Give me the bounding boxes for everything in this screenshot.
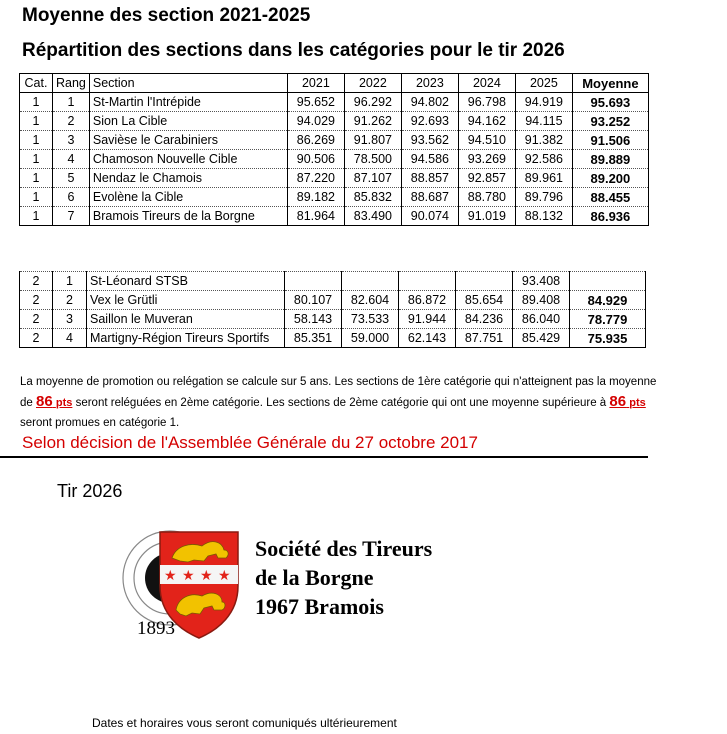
- page-subtitle: Répartition des sections dans les catégories pour le tir 2026: [22, 40, 565, 61]
- cell-2023: 86.872: [399, 291, 456, 310]
- note-text-1: La moyenne de promotion ou relégation se calcule sur 5 ans. Les sections de 1ère catégorie qui n'atteignent pas la moyenne de: [20, 376, 657, 409]
- cell-2023: 62.143: [399, 329, 456, 348]
- cell-2024: 91.019: [458, 207, 515, 226]
- cell-2022: 87.107: [344, 169, 401, 188]
- cell-cat: 1: [20, 150, 53, 169]
- cell-cat: 2: [20, 272, 53, 291]
- cell-moyenne: [570, 272, 646, 291]
- cell-rang: 1: [53, 272, 87, 291]
- cell-section: Bramois Tireurs de la Borgne: [89, 207, 287, 226]
- cell-cat: 2: [20, 310, 53, 329]
- table-row: [20, 131, 649, 150]
- cell-2022: 85.832: [344, 188, 401, 207]
- club-name-line-2: de la Borgne: [255, 565, 374, 590]
- cell-2022: 96.292: [344, 93, 401, 112]
- category-1-table: [19, 73, 649, 226]
- cell-2024: 96.798: [458, 93, 515, 112]
- cell-cat: 1: [20, 169, 53, 188]
- club-name: [255, 534, 432, 621]
- cell-2022: [342, 272, 399, 291]
- cell-2023: 88.857: [401, 169, 458, 188]
- cell-rang: 4: [53, 329, 87, 348]
- cell-section: St-Léonard STSB: [87, 272, 285, 291]
- cell-2021: 58.143: [285, 310, 342, 329]
- cell-2025: 94.115: [515, 112, 572, 131]
- cell-2021: 81.964: [287, 207, 344, 226]
- cell-2023: 88.687: [401, 188, 458, 207]
- cell-2025: 91.382: [515, 131, 572, 150]
- cell-rang: 2: [53, 112, 90, 131]
- cell-rang: 7: [53, 207, 90, 226]
- cell-2025: 93.408: [513, 272, 570, 291]
- cell-2021: 94.029: [287, 112, 344, 131]
- star-icon: ★: [200, 568, 213, 584]
- cell-section: Chamoson Nouvelle Cible: [89, 150, 287, 169]
- cell-section: Vex le Grütli: [87, 291, 285, 310]
- founding-year: 1893: [137, 618, 175, 639]
- cell-moyenne: 95.693: [572, 93, 648, 112]
- table-header-row: [20, 74, 649, 93]
- cell-cat: 1: [20, 188, 53, 207]
- header-section: Section: [89, 74, 287, 93]
- cell-2023: 90.074: [401, 207, 458, 226]
- cell-rang: 4: [53, 150, 90, 169]
- header-rang: Rang: [53, 74, 90, 93]
- cell-rang: 3: [53, 310, 87, 329]
- cell-2021: 80.107: [285, 291, 342, 310]
- star-icon: ★: [218, 568, 231, 584]
- cell-moyenne: 84.929: [570, 291, 646, 310]
- club-name-line-1: Société des Tireurs: [255, 536, 433, 561]
- cell-2021: 87.220: [287, 169, 344, 188]
- cell-cat: 1: [20, 112, 53, 131]
- table-row: [20, 310, 646, 329]
- star-icon: ★: [182, 568, 195, 584]
- divider: [0, 456, 648, 458]
- cell-moyenne: 91.506: [572, 131, 648, 150]
- note-text-2: seront reléguées en 2ème catégorie. Les sections de 2ème catégorie qui ont une moyenne supérieure à: [72, 397, 610, 409]
- header-2021: 2021: [287, 74, 344, 93]
- header-2025: 2025: [515, 74, 572, 93]
- cell-2022: 82.604: [342, 291, 399, 310]
- page-title: Moyenne des section 2021-2025: [22, 5, 311, 26]
- assembly-decision: Selon décision de l'Assemblée Générale du 27 octobre 2017: [22, 433, 478, 452]
- cell-rang: 6: [53, 188, 90, 207]
- footer-note: Dates et horaires vous seront comuniqués ultérieurement: [92, 716, 397, 730]
- cell-section: St-Martin l'Intrépide: [89, 93, 287, 112]
- tir-label: Tir 2026: [57, 481, 123, 501]
- cell-2025: 92.586: [515, 150, 572, 169]
- table-row: [20, 93, 649, 112]
- cell-2024: 94.162: [458, 112, 515, 131]
- cell-cat: 1: [20, 131, 53, 150]
- cell-2022: 91.262: [344, 112, 401, 131]
- table-row: [20, 207, 649, 226]
- cell-cat: 1: [20, 207, 53, 226]
- cell-2022: 59.000: [342, 329, 399, 348]
- cell-2023: [399, 272, 456, 291]
- cell-2025: 89.796: [515, 188, 572, 207]
- cell-2024: 93.269: [458, 150, 515, 169]
- cell-2023: 91.944: [399, 310, 456, 329]
- cell-moyenne: 78.779: [570, 310, 646, 329]
- cell-2021: 90.506: [287, 150, 344, 169]
- cell-moyenne: 89.889: [572, 150, 648, 169]
- header-moyenne: Moyenne: [572, 74, 648, 93]
- table-row: [20, 188, 649, 207]
- cell-2021: 95.652: [287, 93, 344, 112]
- cell-2024: 84.236: [456, 310, 513, 329]
- cell-section: Saillon le Muveran: [87, 310, 285, 329]
- cell-2022: 91.807: [344, 131, 401, 150]
- cell-2024: 92.857: [458, 169, 515, 188]
- cell-2023: 94.586: [401, 150, 458, 169]
- cell-section: Evolène la Cible: [89, 188, 287, 207]
- cell-2024: 87.751: [456, 329, 513, 348]
- cell-2021: [285, 272, 342, 291]
- cell-2021: 85.351: [285, 329, 342, 348]
- star-icon: ★: [164, 568, 177, 584]
- cell-section: Sion La Cible: [89, 112, 287, 131]
- cell-2025: 85.429: [513, 329, 570, 348]
- header-2022: 2022: [344, 74, 401, 93]
- cell-2022: 78.500: [344, 150, 401, 169]
- table-row: [20, 112, 649, 131]
- cell-cat: 2: [20, 291, 53, 310]
- cell-2025: 89.408: [513, 291, 570, 310]
- table-row: [20, 291, 646, 310]
- note-text-3: seront promues en catégorie 1.: [20, 417, 180, 429]
- cell-2025: 86.040: [513, 310, 570, 329]
- cell-2022: 73.533: [342, 310, 399, 329]
- cell-moyenne: 93.252: [572, 112, 648, 131]
- cell-2022: 83.490: [344, 207, 401, 226]
- cell-cat: 2: [20, 329, 53, 348]
- category-2-table: [19, 271, 646, 348]
- cell-2025: 88.132: [515, 207, 572, 226]
- cell-2024: 85.654: [456, 291, 513, 310]
- cell-2023: 94.802: [401, 93, 458, 112]
- cell-2025: 94.919: [515, 93, 572, 112]
- cell-2024: 94.510: [458, 131, 515, 150]
- cell-rang: 5: [53, 169, 90, 188]
- table-row: [20, 150, 649, 169]
- club-name-line-3: 1967 Bramois: [255, 594, 384, 619]
- cell-2024: 88.780: [458, 188, 515, 207]
- cell-section: Savièse le Carabiniers: [89, 131, 287, 150]
- threshold-pts-1: 86 pts: [36, 393, 73, 410]
- cell-rang: 3: [53, 131, 90, 150]
- cell-moyenne: 89.200: [572, 169, 648, 188]
- header-2023: 2023: [401, 74, 458, 93]
- cell-cat: 1: [20, 93, 53, 112]
- cell-section: Nendaz le Chamois: [89, 169, 287, 188]
- table-row: [20, 169, 649, 188]
- cell-moyenne: 75.935: [570, 329, 646, 348]
- cell-2021: 89.182: [287, 188, 344, 207]
- cell-rang: 2: [53, 291, 87, 310]
- cell-rang: 1: [53, 93, 90, 112]
- cell-2023: 92.693: [401, 112, 458, 131]
- cell-2023: 93.562: [401, 131, 458, 150]
- header-2024: 2024: [458, 74, 515, 93]
- cell-2024: [456, 272, 513, 291]
- cell-2025: 89.961: [515, 169, 572, 188]
- table-row: [20, 329, 646, 348]
- promotion-note: [20, 372, 660, 433]
- cell-2021: 86.269: [287, 131, 344, 150]
- threshold-pts-2: 86 pts: [609, 393, 646, 410]
- cell-moyenne: 88.455: [572, 188, 648, 207]
- header-cat: Cat.: [20, 74, 53, 93]
- cell-section: Martigny-Région Tireurs Sportifs: [87, 329, 285, 348]
- table-row: [20, 272, 646, 291]
- cell-moyenne: 86.936: [572, 207, 648, 226]
